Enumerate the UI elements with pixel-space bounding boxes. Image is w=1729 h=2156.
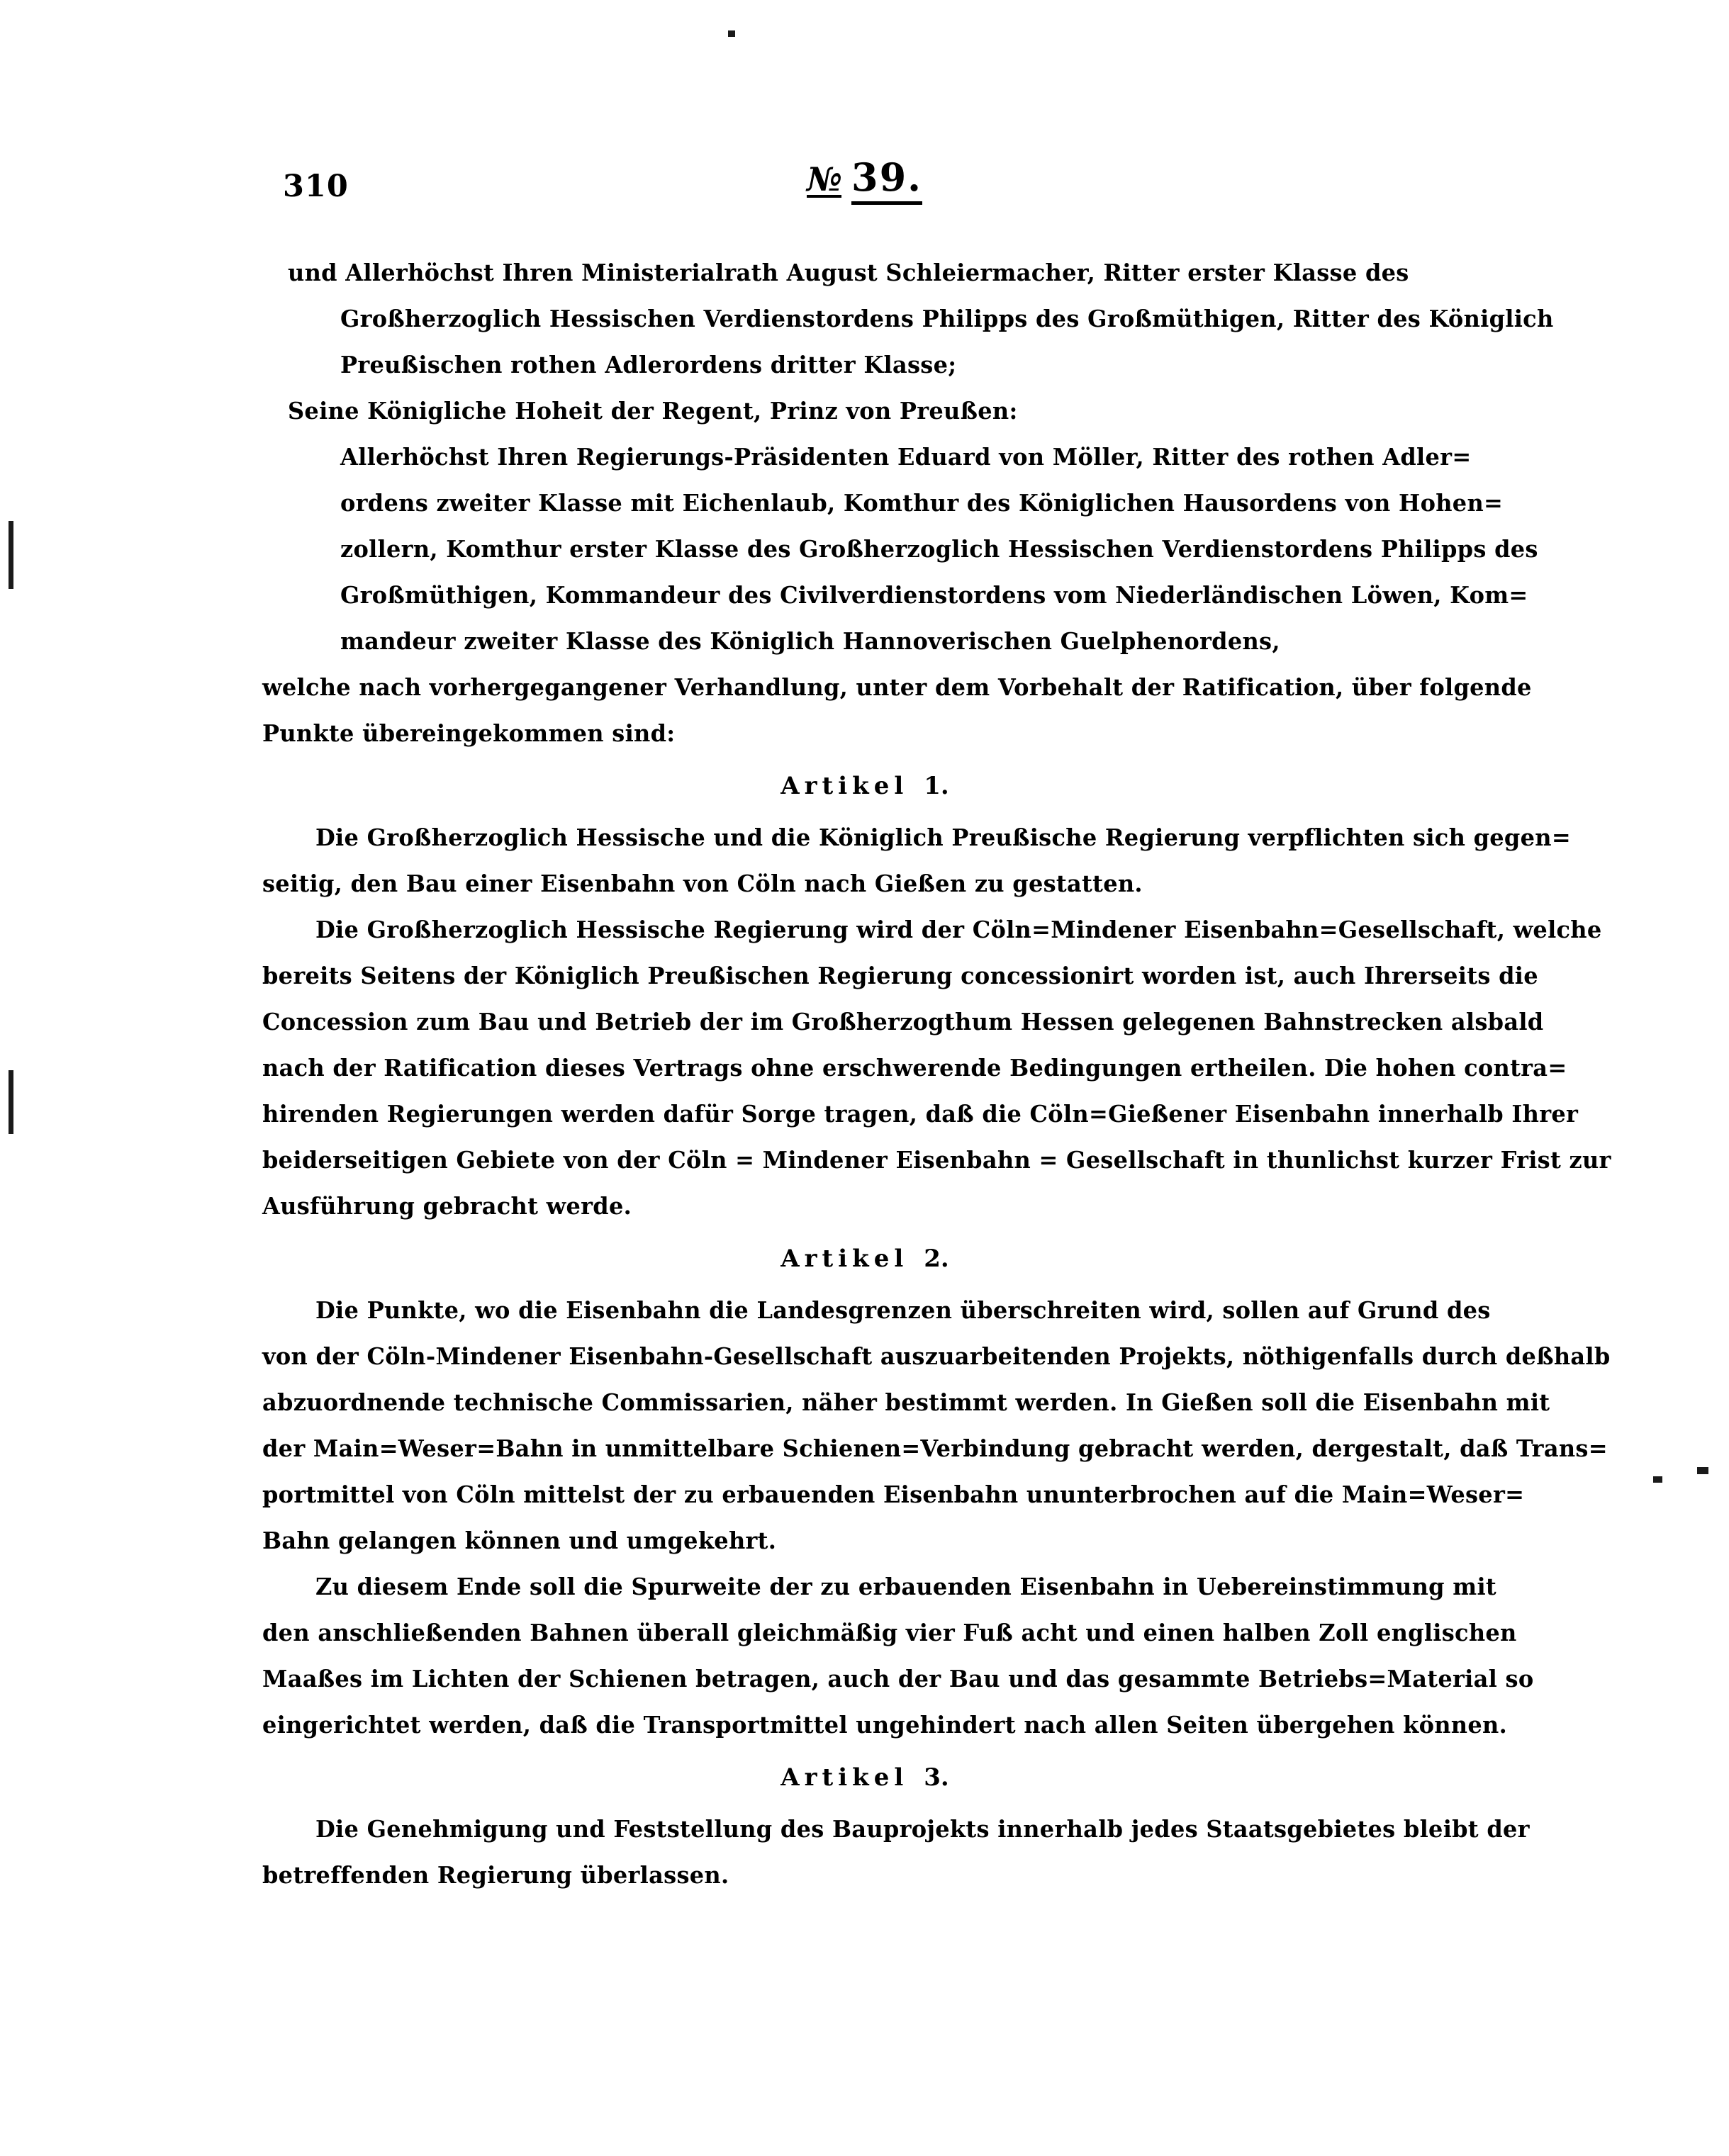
text-run: Großherzoglich Hessischen Verdienstordens Philipps des Großmüthigen, Ritter des Königlich [340, 305, 1554, 332]
article-body-line [262, 1045, 1567, 1091]
article-body-line [262, 1471, 1525, 1517]
article-number: 3. [924, 1763, 949, 1792]
document-body [262, 249, 1611, 1898]
text-run: nach der Ratification dieses Vertrags ohne erschwerende Bedingungen ertheilen. Die hohen contra= [262, 1054, 1567, 1082]
text-run: Die Genehmigung und Feststellung des Bauprojekts innerhalb jedes Staatsgebietes bleibt der [315, 1815, 1530, 1843]
text-run: abzuordnende technische Commissarien, näher bestimmt werden. In Gießen soll die Eisenbahn mit [262, 1388, 1550, 1416]
article-heading-2 [262, 1229, 1467, 1287]
text-run: Punkte übereingekommen sind: [262, 719, 676, 747]
text-run: seitig, den Bau einer Eisenbahn von Cöln nach Gießen zu gestatten. [262, 870, 1143, 897]
text-run: von der Cöln-Mindener Eisenbahn-Gesellschaft auszuarbeitenden Projekts, nöthigenfalls durch deßhalb [262, 1342, 1611, 1370]
article-body-line [262, 1517, 1467, 1563]
text-run: portmittel von Cöln mittelst der zu erbauenden Eisenbahn ununterbrochen auf die Main=Weser= [262, 1481, 1525, 1508]
text-run: welche nach vorhergegangener Verhandlung, unter dem Vorbehalt der Ratification, über folgende [262, 673, 1532, 701]
scan-artifact-left-lower [9, 1070, 13, 1134]
text-run: hirenden Regierungen werden dafür Sorge tragen, daß die Cöln=Gießener Eisenbahn innerhalb Ihrer [262, 1100, 1579, 1128]
article-body-line [262, 1702, 1508, 1748]
preamble-line [262, 480, 1504, 526]
preamble-line [262, 296, 1554, 342]
article-label: Artikel [780, 772, 909, 800]
scan-artifact-top [728, 30, 735, 37]
text-run: Bahn gelangen können und umgekehrt. [262, 1527, 777, 1554]
text-run: zollern, Komthur erster Klasse des Großherzoglich Hessischen Verdienstordens Philipps des [340, 535, 1538, 563]
article-body-line [262, 999, 1544, 1045]
text-run: Die Punkte, wo die Eisenbahn die Landesgrenzen überschreiten wird, sollen auf Grund des [315, 1296, 1491, 1324]
text-run: den anschließenden Bahnen überall gleichmäßig vier Fuß acht und einen halben Zoll englischen [262, 1619, 1517, 1646]
article-body-line [262, 814, 1571, 860]
article-body-line [262, 1379, 1550, 1425]
page-number: 310 [283, 169, 349, 204]
preamble-line [262, 710, 1467, 756]
text-run: beiderseitigen Gebiete von der Cöln = Mindener Eisenbahn = Gesellschaft in thunlichst kurzer Frist zur [262, 1146, 1611, 1174]
article-body-line [262, 1287, 1491, 1333]
article-body-line [262, 1563, 1496, 1610]
text-run: bereits Seitens der Königlich Preußischen Regierung concessionirt worden ist, auch Ihrerseits die [262, 962, 1538, 989]
text-run: Allerhöchst Ihren Regierungs-Präsidenten Eduard von Möller, Ritter des rothen Adler= [340, 443, 1472, 471]
text-run: Großmüthigen, Kommandeur des Civilverdienstordens vom Niederländischen Löwen, Kom= [340, 581, 1528, 609]
text-run: Die Großherzoglich Hessische Regierung wird der Cöln=Mindener Eisenbahn=Gesellschaft, welche [315, 916, 1602, 943]
article-heading-3 [262, 1748, 1467, 1806]
article-body-line [262, 906, 1602, 953]
text-run: der Main=Weser=Bahn in unmittelbare Schienen=Verbindung gebracht werden, dergestalt, daß Trans= [262, 1434, 1608, 1462]
article-body-line [262, 1852, 1467, 1898]
article-number: 2. [924, 1245, 949, 1273]
article-heading-1 [262, 756, 1467, 814]
preamble-line [262, 572, 1528, 618]
scan-artifact-right-inner [1653, 1476, 1662, 1483]
scan-artifact-left-upper [9, 521, 13, 589]
article-body-line [262, 1333, 1611, 1379]
article-number: 1. [924, 772, 949, 800]
text-run: Zu diesem Ende soll die Spurweite der zu erbauenden Eisenbahn in Uebereinstimmung mit [315, 1573, 1496, 1600]
preamble-line [262, 342, 1467, 388]
text-run: betreffenden Regierung überlassen. [262, 1861, 729, 1889]
text-run: und Allerhöchst Ihren Ministerialrath August Schleiermacher, Ritter erster Klasse des [288, 259, 1409, 286]
article-label: Artikel [780, 1763, 909, 1792]
text-run: Maaßes im Lichten der Schienen betragen, auch der Bau und das gesammte Betriebs=Material so [262, 1665, 1534, 1692]
preamble-line [262, 434, 1472, 480]
issue-heading [0, 155, 1729, 200]
article-body-line [262, 1610, 1517, 1656]
article-body-line [262, 953, 1538, 999]
article-body-line [262, 1806, 1530, 1852]
preamble-line [262, 664, 1532, 710]
number-sign-glyph: № [807, 160, 842, 198]
preamble-line [262, 249, 1467, 296]
page-header [0, 155, 1729, 232]
article-body-line [262, 1137, 1611, 1183]
text-run: ordens zweiter Klasse mit Eichenlaub, Komthur des Königlichen Hausordens von Hohen= [340, 489, 1504, 517]
article-body-line [262, 1425, 1608, 1471]
article-body-line [262, 1656, 1534, 1702]
text-run: mandeur zweiter Klasse des Königlich Hannoverischen Guelphenordens, [340, 627, 1280, 655]
article-body-line [262, 1091, 1579, 1137]
text-run: Concession zum Bau und Betrieb der im Großherzogthum Hessen gelegenen Bahnstrecken alsbald [262, 1008, 1544, 1035]
article-label: Artikel [780, 1245, 909, 1273]
scan-artifact-right-edge [1697, 1467, 1708, 1474]
text-run: Die Großherzoglich Hessische und die Königlich Preußische Regierung verpflichten sich gegen= [315, 824, 1571, 851]
text-run: Seine Königliche Hoheit der Regent, Prinz von Preußen: [288, 397, 1018, 425]
preamble-line [262, 526, 1538, 572]
article-body-line [262, 1183, 1467, 1229]
preamble-line [262, 388, 1467, 434]
text-run: eingerichtet werden, daß die Transportmittel ungehindert nach allen Seiten übergehen können. [262, 1711, 1508, 1739]
text-run: Preußischen rothen Adlerordens dritter Klasse; [340, 351, 957, 378]
article-body-line [262, 860, 1467, 906]
issue-number-value: 39. [851, 155, 922, 205]
text-run: Ausführung gebracht werde. [262, 1192, 632, 1220]
preamble-line [262, 618, 1467, 664]
